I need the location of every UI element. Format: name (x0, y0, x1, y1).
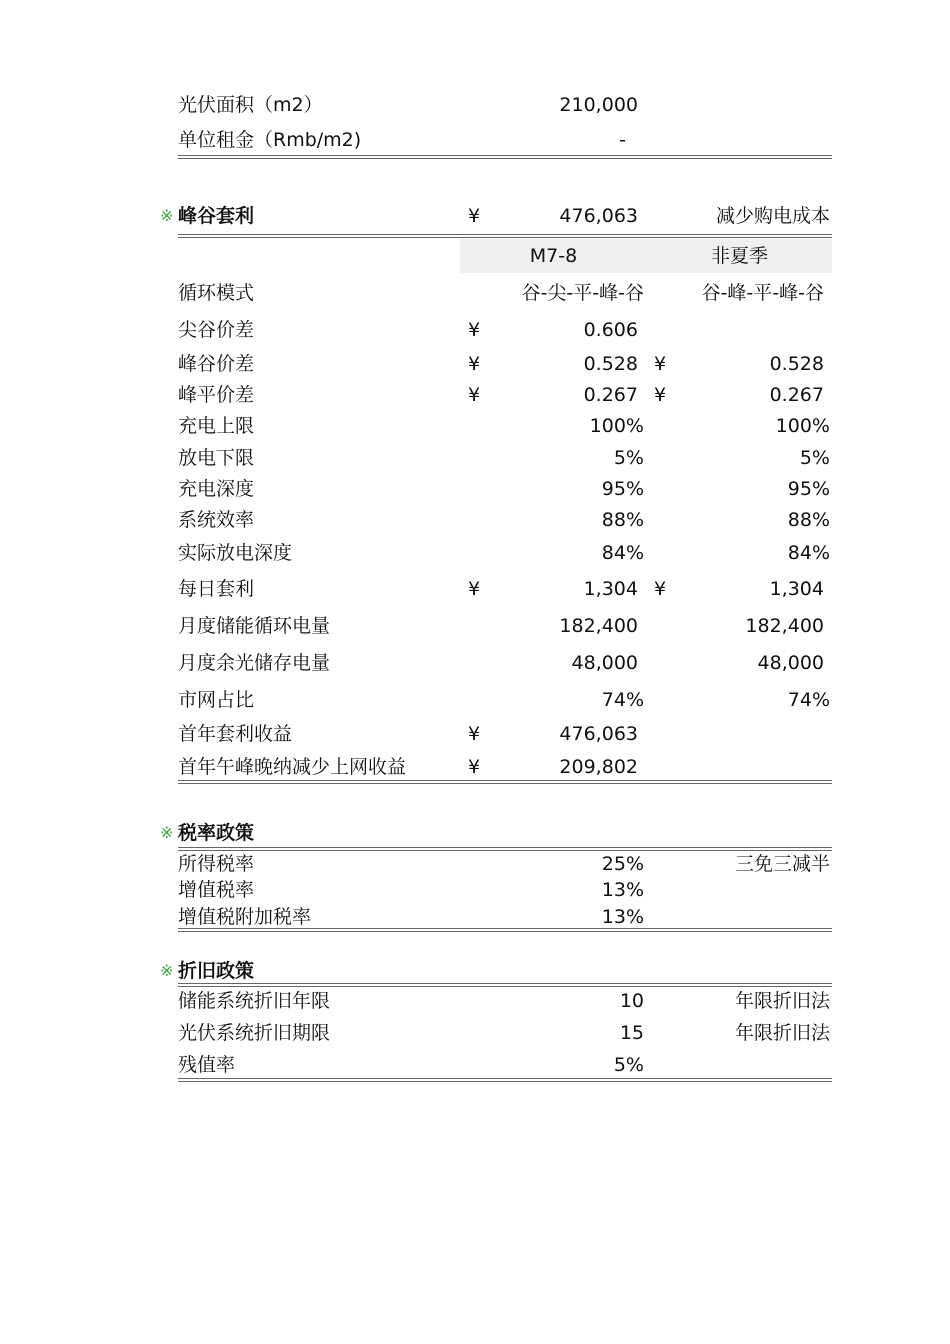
row-label: 峰谷价差 (178, 353, 255, 375)
tax-title-row (178, 818, 832, 848)
yen-symbol: ¥ (468, 756, 481, 778)
table-row (178, 986, 832, 1016)
table-row (178, 685, 832, 715)
col1-value: 0.606 (583, 319, 638, 341)
section-title: 折旧政策 (178, 960, 255, 982)
pv-area-row (178, 90, 832, 120)
col1-value: 0.267 (583, 384, 638, 406)
col2-value: 74% (787, 689, 830, 711)
row-note: 年限折旧法 (734, 1022, 830, 1044)
row-value: 13% (601, 879, 644, 901)
yen-symbol: ¥ (654, 384, 667, 406)
rent-label: 单位租金（Rmb/m2) (178, 129, 362, 151)
row-label: 残值率 (178, 1054, 236, 1076)
row-note: 年限折旧法 (734, 990, 830, 1012)
col2-value: 84% (787, 542, 830, 564)
col2-value: 1,304 (769, 578, 824, 600)
section-mark-icon: ※ (160, 823, 174, 842)
yen-symbol: ¥ (468, 578, 481, 600)
row-label: 首年套利收益 (178, 723, 293, 745)
col1-value: 209,802 (559, 756, 638, 778)
row-value: 10 (619, 990, 644, 1012)
section-title: 峰谷套利 (178, 205, 255, 227)
col2-value: 0.267 (769, 384, 824, 406)
col2-value: 100% (775, 415, 830, 437)
table-row (178, 380, 832, 410)
col2-value: 95% (787, 478, 830, 500)
col1-value: 74% (601, 689, 644, 711)
divider (178, 1078, 832, 1082)
rent-row (178, 125, 832, 155)
table-row (178, 349, 832, 379)
table-row (178, 505, 832, 535)
table-row (178, 278, 832, 308)
table-row (178, 538, 832, 568)
section-title: 税率政策 (178, 822, 255, 844)
row-label: 月度储能循环电量 (178, 615, 331, 637)
divider (178, 234, 832, 238)
section-mark-icon: ※ (160, 206, 174, 225)
yen-symbol: ¥ (468, 319, 481, 341)
divider (178, 155, 832, 159)
table-row (178, 648, 832, 678)
row-label: 增值税附加税率 (178, 906, 312, 928)
col1-value: 5% (613, 447, 644, 469)
yen-symbol: ¥ (468, 205, 481, 227)
row-label: 光伏系统折旧期限 (178, 1022, 331, 1044)
row-label: 循环模式 (178, 282, 255, 304)
col1-value: 48,000 (571, 652, 638, 674)
yen-symbol: ¥ (468, 723, 481, 745)
pv-area-value: 210,000 (559, 94, 638, 116)
col1-value: 182,400 (559, 615, 638, 637)
row-value: 5% (613, 1054, 644, 1076)
col1-value: 476,063 (559, 723, 638, 745)
col1-value: 100% (589, 415, 644, 437)
row-label: 增值税率 (178, 879, 255, 901)
yen-symbol: ¥ (468, 384, 481, 406)
col1-value: 0.528 (583, 353, 638, 375)
row-value: 15 (619, 1022, 644, 1044)
table-row (178, 719, 832, 749)
table-row (178, 315, 832, 345)
row-label: 市网占比 (178, 689, 255, 711)
row-label: 充电深度 (178, 478, 255, 500)
row-label: 峰平价差 (178, 384, 255, 406)
depreciation-title-row (178, 956, 832, 986)
rent-value: - (619, 129, 626, 151)
col2-value: 182,400 (745, 615, 824, 637)
col2-value: 5% (799, 447, 830, 469)
col2-value: 0.528 (769, 353, 824, 375)
row-value: 13% (601, 906, 644, 928)
row-label: 实际放电深度 (178, 542, 293, 564)
row-value: 25% (601, 853, 644, 875)
col1-value: 95% (601, 478, 644, 500)
table-row (178, 752, 832, 782)
table-row (178, 611, 832, 641)
row-note: 三免三减半 (734, 853, 830, 875)
col1-value: 88% (601, 509, 644, 531)
row-label: 储能系统折旧年限 (178, 990, 331, 1012)
table-row (178, 1050, 832, 1080)
divider (178, 928, 832, 932)
arbitrage-note: 减少购电成本 (715, 205, 830, 227)
row-label: 系统效率 (178, 509, 255, 531)
col2-value: 谷-峰-平-峰-谷 (701, 282, 824, 304)
row-label: 首年午峰晚纳减少上网收益 (178, 756, 407, 778)
yen-symbol: ¥ (468, 353, 481, 375)
table-row (178, 411, 832, 441)
row-label: 尖谷价差 (178, 319, 255, 341)
col1-value: 谷-尖-平-峰-谷 (521, 282, 644, 304)
section-mark-icon: ※ (160, 961, 174, 980)
row-label: 月度余光储存电量 (178, 652, 331, 674)
col2-header: 非夏季 (710, 245, 768, 267)
yen-symbol: ¥ (654, 578, 667, 600)
col1-header: M7-8 (529, 245, 578, 267)
col2-value: 48,000 (757, 652, 824, 674)
table-row (178, 574, 832, 604)
divider (178, 780, 832, 784)
row-label: 每日套利 (178, 578, 255, 600)
col1-value: 1,304 (583, 578, 638, 600)
row-label: 放电下限 (178, 447, 255, 469)
table-row (178, 474, 832, 504)
table-row (178, 443, 832, 473)
col2-value: 88% (787, 509, 830, 531)
row-label: 所得税率 (178, 853, 255, 875)
row-label: 充电上限 (178, 415, 255, 437)
col1-value: 84% (601, 542, 644, 564)
table-row (178, 875, 832, 905)
table-row (178, 1018, 832, 1048)
arbitrage-total: 476,063 (559, 205, 638, 227)
pv-area-label: 光伏面积（m2） (178, 94, 323, 116)
yen-symbol: ¥ (654, 353, 667, 375)
arbitrage-title-row (178, 201, 832, 231)
